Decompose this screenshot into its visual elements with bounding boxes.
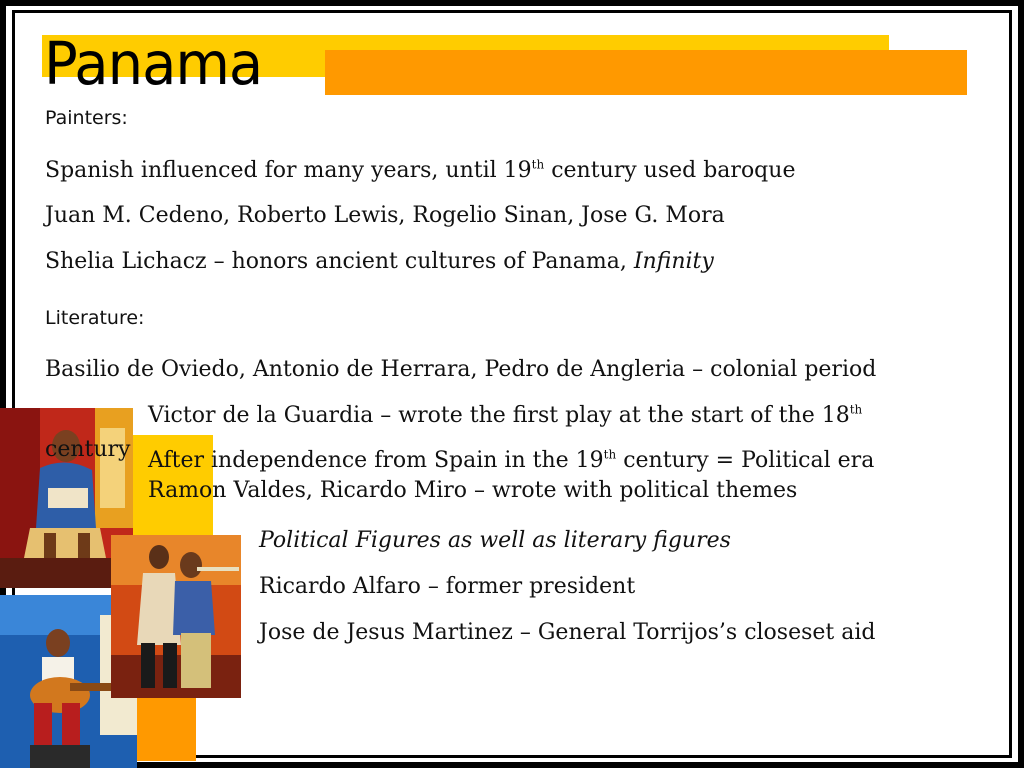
victor-ordinal: th [849, 402, 863, 417]
independence-text-post: century = Political era [616, 448, 875, 473]
painters-line-shelia [45, 249, 714, 275]
literature-line-colonial: Basilio de Oviedo, Antonio de Herrara, Pedro de Angleria – colonial period [45, 357, 877, 382]
painters-line-names: Juan M. Cedeno, Roberto Lewis, Rogelio Sinan, Jose G. Mora [45, 203, 725, 228]
spanish-ordinal: th [531, 157, 545, 172]
literature-line-martinez: Jose de Jesus Martinez – General Torrijos’s closeset aid [259, 620, 876, 645]
victor-text: Victor de la Guardia – wrote the first play at the start of the 18 [148, 403, 850, 428]
painting-musicians [111, 535, 241, 698]
shelia-work-title: Infinity [633, 249, 714, 274]
independence-text-pre: After independence from Spain in the 19 [148, 448, 604, 473]
painters-line-spanish [45, 158, 795, 184]
literature-heading: Literature: [45, 307, 145, 329]
victor-overflow-text: century [45, 437, 131, 462]
spanish-text-post: century used baroque [544, 158, 796, 183]
painters-heading: Painters: [45, 107, 128, 129]
collage-orange-block [136, 697, 196, 761]
literature-line-independence [148, 448, 874, 474]
literature-line-political-figures: Political Figures as well as literary figures [259, 528, 731, 553]
spanish-text-pre: Spanish influenced for many years, until 19 [45, 158, 532, 183]
independence-ordinal: th [603, 447, 617, 462]
literature-line-alfaro: Ricardo Alfaro – former president [259, 574, 636, 599]
shelia-text: Shelia Lichacz – honors ancient cultures of Panama, [45, 249, 634, 274]
slide-title: Panama [44, 30, 263, 99]
title-orange-bar [325, 50, 967, 95]
literature-line-victor [148, 403, 862, 429]
literature-line-ramon: Ramon Valdes, Ricardo Miro – wrote with political themes [148, 478, 798, 503]
